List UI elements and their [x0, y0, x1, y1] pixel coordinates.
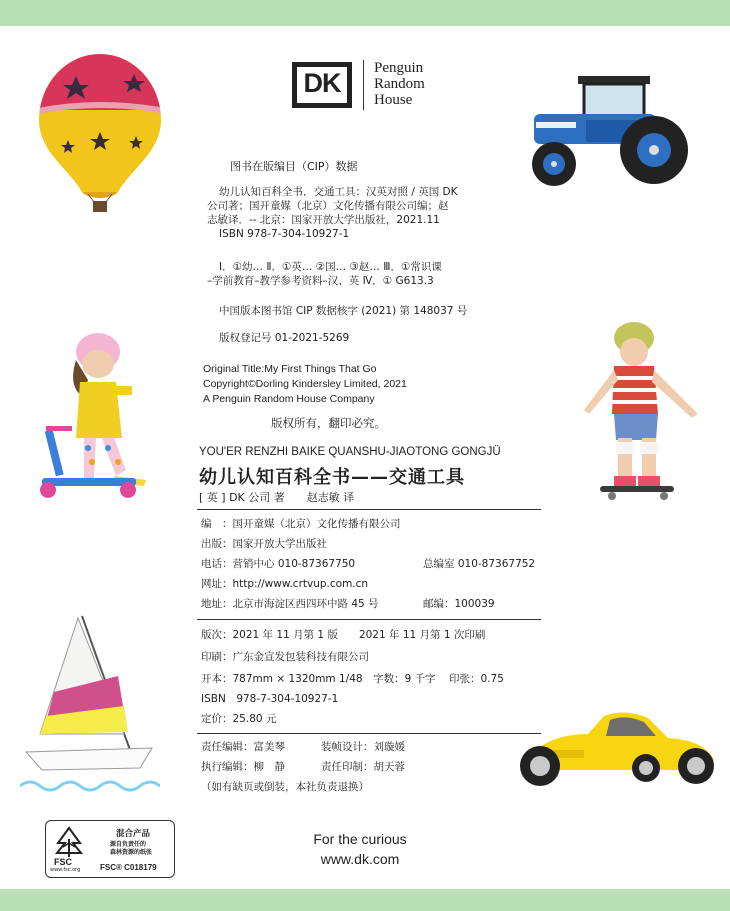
original-title: Original Title:My First Things That Go	[203, 363, 377, 375]
penguin-random-house-logo: Penguin Random House	[374, 60, 425, 108]
cip-classification: Ⅰ．①幼… Ⅱ．①英… ②国… ③赵… Ⅲ．①常识课 –学前教育–教学参考资料–汉、英 Ⅳ．① G613.3	[207, 261, 442, 287]
book-authors: [ 英 ] DK 公司 著 赵志敏 译	[199, 491, 355, 504]
fsc-label: 混合产品	[116, 829, 151, 839]
top-band	[0, 0, 730, 26]
original-title-block	[203, 362, 407, 407]
company-line: A Penguin Random House Company	[203, 393, 375, 405]
fsc-tree-icon	[52, 825, 86, 859]
copyright-line: Copyright©Dorling Kindersley Limited, 2021	[203, 378, 407, 390]
footer-tagline	[260, 829, 460, 869]
logo-divider	[363, 60, 364, 110]
print-info: 版次：2021 年 11 月第 1 版 2021 年 11 月第 1 次印刷 印刷：广东金宣发包装科技有限公司 开本：787mm × 1320mm 1/48 字数：9 千字 印张：0.75 ISBN 978-7-304-10927-1 定价：25.80 元	[201, 629, 504, 725]
rights-notice: 版权所有，翻印必究。	[271, 416, 386, 430]
cip-heading: 图书在版编目（CIP）数据	[230, 160, 358, 173]
copyright-registration: 版权登记号 01-2021-5269	[219, 332, 350, 344]
cip-catalog-number: 中国版本图书馆 CIP 数据核字 (2021) 第 148037 号	[219, 305, 468, 317]
fsc-url: www.fsc.org	[50, 867, 81, 873]
bottom-band	[0, 889, 730, 911]
book-title-pinyin: YOU'ER RENZHI BAIKE QUANSHU-JIAOTONG GONGJÜ	[199, 446, 501, 458]
fsc-certification-logo	[45, 820, 175, 878]
hot-rod-car-illustration	[508, 704, 722, 788]
dk-logo-text: DK	[303, 68, 341, 98]
boy-on-skateboard-illustration	[580, 318, 702, 504]
divider-3	[197, 733, 541, 734]
sailboat-illustration	[20, 612, 160, 794]
fsc-description: 源自负责任的 森林资源的纸张	[110, 841, 153, 856]
fsc-brand: FSC	[54, 857, 72, 867]
book-title: 幼儿认知百科全书——交通工具	[199, 467, 465, 488]
divider-2	[197, 619, 541, 620]
girl-on-scooter-illustration	[36, 330, 158, 506]
tractor-illustration	[526, 70, 690, 192]
footer-line-1: For the curious	[313, 831, 407, 847]
hot-air-balloon-illustration	[38, 52, 166, 214]
dk-logo	[292, 62, 352, 108]
divider-1	[197, 509, 541, 510]
footer-website: www.dk.com	[320, 851, 400, 867]
fsc-license: FSC® C018179	[100, 863, 157, 872]
staff-info: 责任编辑：富美琴 装帧设计：刘璇媛 执行编辑：柳 静 责任印制：胡天蓉 （如有缺页或倒装，本社负责退换）	[201, 741, 405, 793]
publisher-info: 编 ：国开童媒（北京）文化传播有限公司 出版：国家开放大学出版社 电话：营销中心 010-87367750 总编室 010-87367752 网址：http://www.crtvup.com.cn 地址：北京市海淀区西四环中路 45 号 邮编：100039	[201, 518, 536, 610]
cip-entry: 幼儿认知百科全书．交通工具：汉英对照 / 英国 DK 公司著；国开童媒（北京）文化传播有限公司编；赵 志敏译．-- 北京：国家开放大学出版社，2021.11 ISBN 978-7-304-10927-1	[207, 186, 458, 240]
